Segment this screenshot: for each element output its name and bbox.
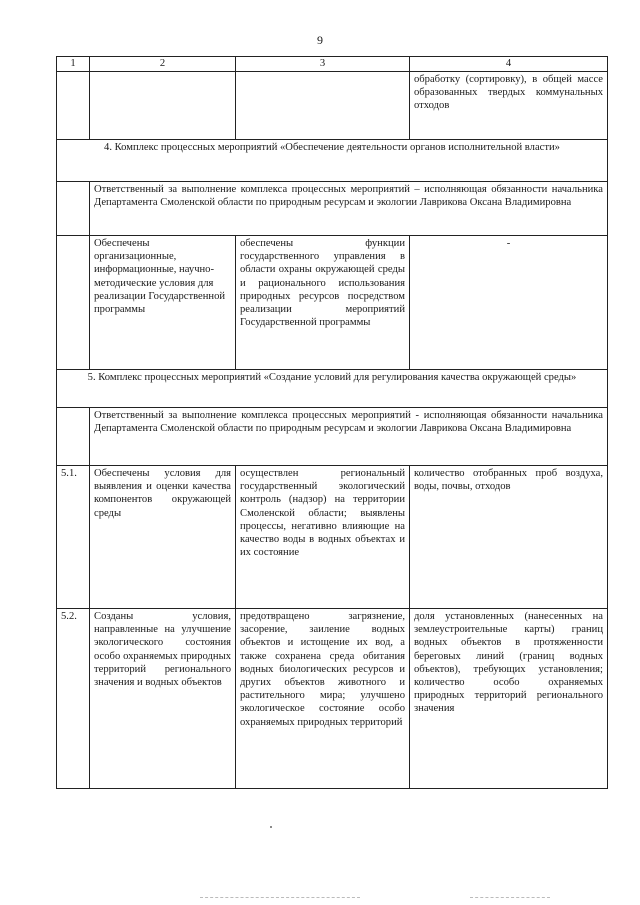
section-4-col-4: -	[410, 236, 608, 370]
cont-col-4: обработку (сортировку), в общей массе образованных твердых коммунальных отходов	[410, 72, 608, 140]
table-row	[57, 609, 608, 789]
section-4-responsible-num	[57, 182, 90, 236]
scan-line-left	[200, 897, 360, 898]
row-effect: предотвращено загрязнение, засорение, заиление водных объектов и истощение их вод, а также сохранена среда обитания водных биологических ресурсов и других объектов животного и растительного мира; улучшено экологическое состояние особо охраняемых природных территорий	[236, 609, 410, 789]
section-4-responsible: Ответственный за выполнение комплекса процессных мероприятий – исполняющая обязанности начальника Департамента Смоленской области по природным ресурсам и экологии Лаврикова Оксана Владимировна	[90, 182, 608, 236]
row-indicator: количество отобранных проб воздуха, воды, почвы, отходов	[410, 466, 608, 609]
section-5-responsible-row	[57, 408, 608, 466]
section-4-responsible-row	[57, 182, 608, 236]
section-4-col-2: Обеспечены организационные, информационные, научно-методические условия для реализации Государственной программы	[90, 236, 236, 370]
table-row	[57, 466, 608, 609]
section-4-num	[57, 236, 90, 370]
row-indicator: доля установленных (нанесенных на землеустроительные карты) границ водных объектов в протяженности береговых линий (границ водных объектов), требующих установления; количество особо охраняемых природных территорий регионального значения	[410, 609, 608, 789]
cont-col-3	[236, 72, 410, 140]
page-number: 9	[317, 33, 323, 47]
header-col-1: 1	[57, 57, 90, 72]
section-5-title-row	[57, 370, 608, 408]
section-4-data-row	[57, 236, 608, 370]
row-effect: осуществлен региональный государственный экологический контроль (надзор) на территории Смоленской области; выявлены процессы, негативно влияющие на качество воды в водных объектах и их состояние	[236, 466, 410, 609]
continuation-row	[57, 72, 608, 140]
cont-col-1	[57, 72, 90, 140]
section-5-title: 5. Комплекс процессных мероприятий «Создание условий для регулирования качества окружающей среды»	[57, 370, 608, 408]
header-row	[57, 57, 608, 72]
section-4-title-row	[57, 140, 608, 182]
row-number: 5.1.	[57, 466, 90, 609]
section-5-responsible-num	[57, 408, 90, 466]
header-col-4: 4	[410, 57, 608, 72]
row-result: Созданы условия, направленные на улучшение экологического состояния особо охраняемых природных территорий регионального значения и водных объектов	[90, 609, 236, 789]
scan-speck	[270, 826, 272, 828]
cont-col-2	[90, 72, 236, 140]
section-4-title: 4. Комплекс процессных мероприятий «Обеспечение деятельности органов исполнительной власти»	[57, 140, 608, 182]
scan-line-right	[470, 897, 550, 898]
row-number: 5.2.	[57, 609, 90, 789]
header-col-2: 2	[90, 57, 236, 72]
section-4-col-3: обеспечены функции государственного управления в области охраны окружающей среды и рационального использования природных ресурсов посредством реализации мероприятий Государственной программы	[236, 236, 410, 370]
row-result: Обеспечены условия для выявления и оценки качества компонентов окружающей среды	[90, 466, 236, 609]
measures-table	[56, 56, 608, 789]
header-col-3: 3	[236, 57, 410, 72]
section-5-responsible: Ответственный за выполнение комплекса процессных мероприятий - исполняющая обязанности начальника Департамента Смоленской области по природным ресурсам и экологии Лаврикова Оксана Владимировна	[90, 408, 608, 466]
